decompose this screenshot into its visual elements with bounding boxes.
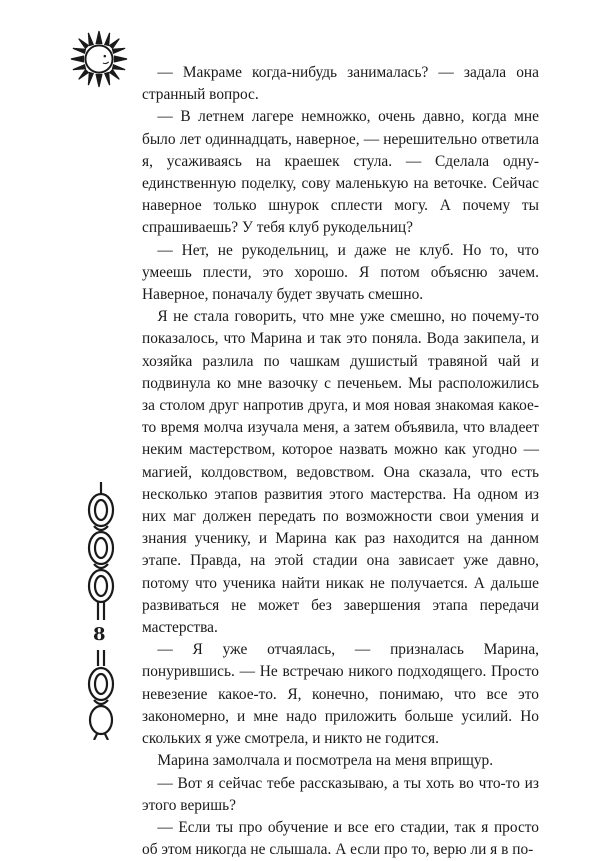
paragraph: — Я уже отчаялась, — призналась Марина, понурившись. — Не встречаю никого подходящего. Просто невезение какое-то. Я, конечно, понимаю, что все это закономерно, и мне надо приложить больше усилий. Но скольких я уже смотрела, и никто не годится.: [142, 641, 539, 748]
sun-icon: [70, 30, 128, 88]
paragraph: — Если ты про обучение и все его стадии, так я просто об этом никогда не слышала. А если про то, верю ли я в по-: [142, 818, 539, 859]
paragraph: — Вот я сейчас тебе рассказываю, а ты хоть во что-то из этого веришь?: [142, 774, 539, 814]
paragraph: Марина замолчала и посмотрела на меня вприщур.: [157, 752, 494, 770]
page-number: 8: [93, 624, 106, 645]
paragraph: — В летнем лагере немножко, очень давно, когда мне было лет одиннадцать, наверное, — нерешительно ответила я, усаживаясь на краешек стула. — Сделала одну-единственную поделку, сову маленькую на веточке. Сейчас наверное только шнурок сплести могу. А почему ты спрашиваешь? У тебя клуб рукодельниц?: [142, 108, 539, 237]
rope-knot-icon: [84, 482, 118, 740]
paragraph: — Нет, не рукодельниц, и даже не клуб. Но то, что умеешь плести, это хорошо. Я потом объясню зачем. Наверное, поначалу будет звучать смешно.: [142, 241, 539, 304]
paragraph: — Макраме когда-нибудь занималась? — задала она странный вопрос.: [142, 64, 539, 104]
body-text: [142, 62, 539, 861]
paragraph: Я не стала говорить, что мне уже смешно, но почему-то показалось, что Марина и так это поняла. Вода закипела, и хозяйка разлила по чашкам душистый травяной чай и подвинула ко мне вазочку с печеньем. Мы расположились за столом друг напротив друга, и моя новая знакомая какое-то время молча изучала меня, а затем объявила, что владеет неким мастерством, которое назвать можно как угодно — магией, колдовством, ведовством. Она сказала, что есть несколько этапов развития этого мастерства. На одном из них маг должен передать по возможности свои умения и знания ученику, и Марина как раз находится на данном этапе. Правда, на этой стадии она зависает уже давно, потому что ученика найти никак не получается. А дальше развиваться не может без завершения этапа передачи мастерства.: [142, 308, 539, 637]
